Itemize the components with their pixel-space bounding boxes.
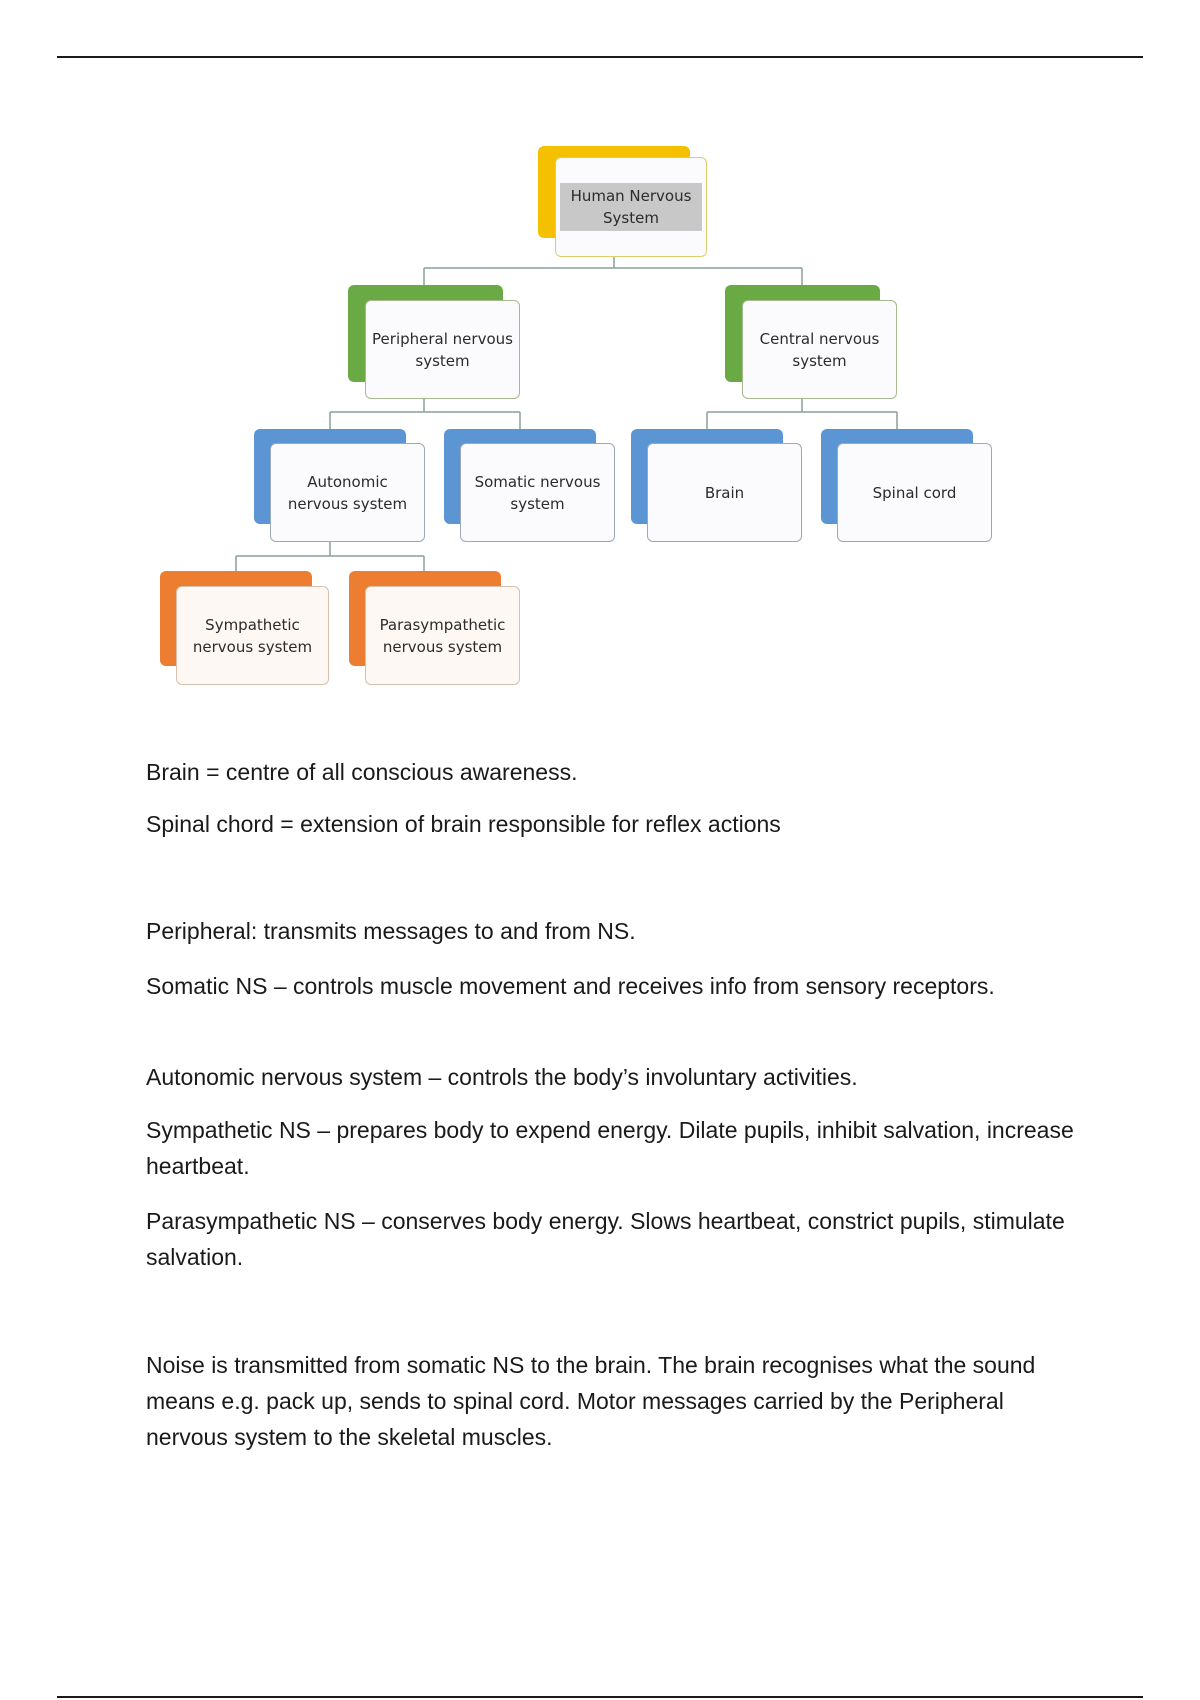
note-autonomic: Autonomic nervous system – controls the body’s involuntary activities. <box>146 1064 858 1090</box>
note-brain: Brain = centre of all conscious awareness. <box>146 759 578 785</box>
node-label: Human Nervous System <box>560 183 702 231</box>
nervous-system-diagram: Human Nervous System Peripheral nervous system Central nervous system Autonomic nervous system Somatic nervous system Brain Spinal cord Sympathetic nervous system Parasympathetic nervous system <box>0 0 1200 720</box>
note-peripheral: Peripheral: transmits messages to and from NS. <box>146 918 636 944</box>
footer-rule <box>57 1696 1143 1698</box>
note-sympathetic: Sympathetic NS – prepares body to expend energy. Dilate pupils, inhibit salvation, increase heartbeat. <box>146 1117 1074 1179</box>
note-spinal: Spinal chord = extension of brain responsible for reflex actions <box>146 811 781 837</box>
note-somatic: Somatic NS – controls muscle movement and receives info from sensory receptors. <box>146 973 995 999</box>
note-parasympathetic: Parasympathetic NS – conserves body energy. Slows heartbeat, constrict pupils, stimulate salvation. <box>146 1208 1065 1270</box>
note-noise: Noise is transmitted from somatic NS to the brain. The brain recognises what the sound means e.g. pack up, sends to spinal cord. Motor messages carried by the Peripheral nervous system to the skeletal muscles. <box>146 1352 1036 1450</box>
